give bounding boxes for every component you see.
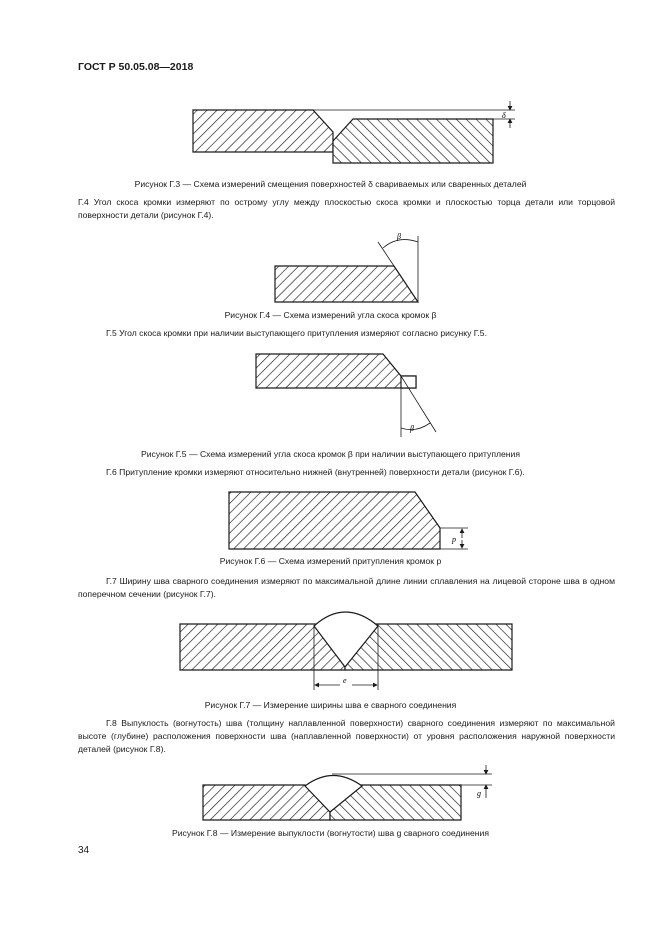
figure-g7-drawing [180,612,512,690]
paragraph-g7: Г.7 Ширину шва сварного соединения измеряют по максимальной длине линии сплавления на лицевой стороне шва в одном поперечном сечении (рисунок Г.7). [78,576,615,599]
figure-g5-drawing [256,354,436,437]
figure-g5-label: β [410,424,414,433]
page-number: 34 [78,845,90,856]
paragraph-g6: Г.6 Притупление кромки измеряют относительно нижней (внутренней) поверхности детали (рисунок Г.6). [106,467,525,477]
paragraph-g5: Г.5 Угол скоса кромки при наличии выступающего притупления измеряют согласно рисунку Г.5. [106,328,487,338]
figure-g4-drawing [275,232,418,302]
figure-g6-caption: Рисунок Г.6 — Схема измерений притупления кромок р [219,556,442,566]
paragraph-g8: Г.8 Выпуклость (вогнутость) шва (толщину наплавленной поверхности) сварного соединения измеряют по максимальной высоте (глубине) расположения поверхности шва (наплавленной поверхности) от уровня расположения наружной поверхности деталей (рисунок Г.8). [78,718,615,754]
figure-g7-caption: Рисунок Г.7 — Измерение ширины шва е сварного соединения [204,700,457,710]
paragraph-g4: Г.4 Угол скоса кромки измеряют по острому углу между плоскостью скоса кромки и плоскостью торца детали или торцовой поверхности детали (рисунок Г.4). [78,197,615,220]
figure-g3-caption: Рисунок Г.3 — Схема измерений смещения поверхностей δ свариваемых или сваренных деталей [134,179,527,189]
figure-g5-caption: Рисунок Г.5 — Схема измерений угла скоса кромок β при наличии выступающего притупления [141,449,520,459]
figure-g4-label: β [397,232,401,241]
figure-g3-drawing [193,101,515,163]
figure-g6-label: р [452,535,456,544]
figure-g6-drawing [229,492,468,549]
figure-g8-drawing [203,765,492,820]
figure-g7-label: е [343,676,347,685]
document-header: ГОСТ Р 50.05.08—2018 [78,61,194,73]
figure-g8-caption: Рисунок Г.8 — Измерение выпуклости (вогнутости) шва g сварного соединения [171,828,490,838]
figure-g4-caption: Рисунок Г.4 — Схема измерений угла скоса кромок β [224,310,437,320]
figure-g3-label: δ [502,111,506,120]
figure-g8-label: g [477,789,481,798]
